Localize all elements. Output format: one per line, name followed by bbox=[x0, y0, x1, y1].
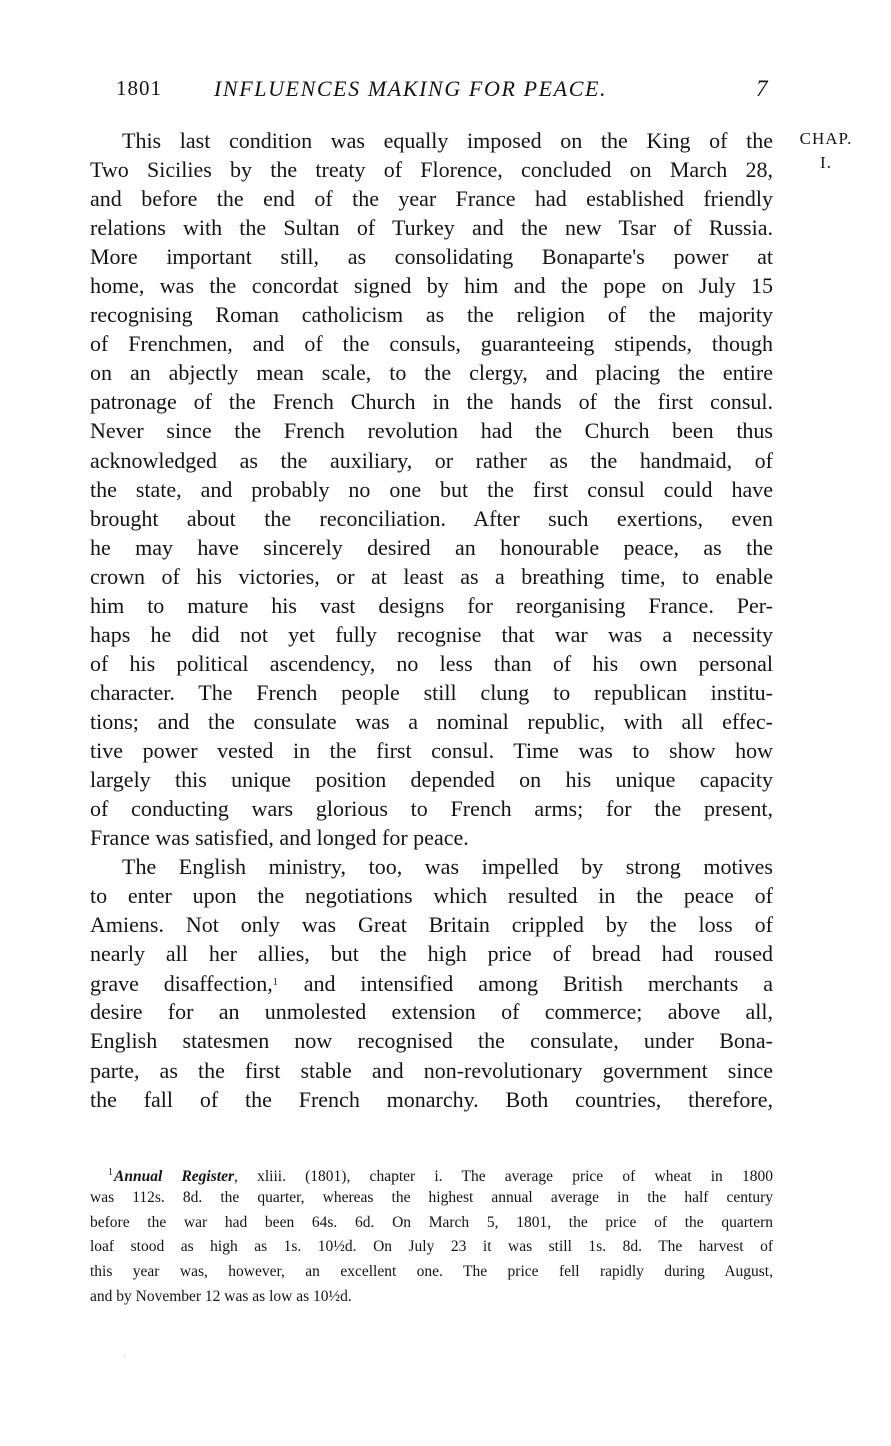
body-line-end: and intensified among British merchants a bbox=[278, 971, 773, 997]
body-line: More important still, as consolidating Bonaparte's power at bbox=[90, 244, 773, 270]
body-line-with-footnote bbox=[90, 968, 773, 997]
footnote-mark: 1 bbox=[108, 1167, 113, 1178]
body-line: crown of his victories, or at least as a breathing time, to enable bbox=[90, 563, 773, 589]
chapter-margin-note bbox=[786, 127, 866, 175]
body-line: of conducting wars glorious to French arms; for the present, bbox=[90, 796, 773, 822]
body-line: him to mature his vast designs for reorganising France. Per- bbox=[90, 592, 773, 618]
body-line: brought about the reconciliation. After such exertions, even bbox=[90, 505, 773, 531]
running-header bbox=[0, 76, 891, 106]
footnote-reference: 1 bbox=[272, 977, 278, 989]
body-line: This last condition was equally imposed on the King of the bbox=[122, 128, 773, 153]
body-line: he may have sincerely desired an honourable peace, as the bbox=[90, 534, 773, 560]
body-line: relations with the Sultan of Turkey and the new Tsar of Russia. bbox=[90, 215, 773, 241]
chapter-label: CHAP. bbox=[799, 129, 853, 148]
chapter-number: I. bbox=[820, 153, 832, 172]
body-line: of his political ascendency, no less than of his own personal bbox=[90, 650, 773, 676]
footnote-line: loaf stood as high as 1s. 10½d. On July 23 it was still 1s. 8d. The harvest of bbox=[90, 1238, 773, 1256]
body-line: nearly all her allies, but the high price of bread had roused bbox=[90, 941, 773, 967]
header-title: INFLUENCES MAKING FOR PEACE. bbox=[214, 76, 608, 101]
body-line: English statesmen now recognised the consulate, under Bona- bbox=[90, 1028, 773, 1054]
body-line: Amiens. Not only was Great Britain crippled by the loss of bbox=[90, 912, 773, 938]
body-line: haps he did not yet fully recognise that war was a necessity bbox=[90, 621, 773, 647]
footnote-block bbox=[90, 1161, 773, 1310]
body-line: Never since the French revolution had the Church been thus bbox=[90, 418, 773, 444]
footnote-source-title: Annual Register bbox=[114, 1168, 234, 1185]
body-line: parte, as the first stable and non-revolutionary government since bbox=[90, 1057, 773, 1083]
body-line: patronage of the French Church in the hands of the first consul. bbox=[90, 389, 773, 415]
body-line: to enter upon the negotiations which resulted in the peace of bbox=[90, 883, 773, 909]
body-line: Two Sicilies by the treaty of Florence, concluded on March 28, bbox=[90, 157, 773, 183]
body-line: acknowledged as the auxiliary, or rather as the handmaid, of bbox=[90, 447, 773, 473]
page-number: 7 bbox=[756, 76, 768, 101]
body-line: France was satisfied, and longed for peace. bbox=[90, 825, 469, 851]
body-line: tive power vested in the first consul. Time was to show how bbox=[90, 737, 773, 763]
body-line: the fall of the French monarchy. Both countries, therefore, bbox=[90, 1086, 773, 1112]
body-line: desire for an unmolested extension of commerce; above all, bbox=[90, 999, 773, 1025]
body-line: largely this unique position depended on his unique capacity bbox=[90, 767, 773, 793]
footnote-line bbox=[90, 1161, 773, 1186]
header-year: 1801 bbox=[116, 76, 162, 100]
body-text bbox=[90, 126, 773, 1114]
scan-speck bbox=[124, 1355, 125, 1356]
footnote-line: was 112s. 8d. the quarter, whereas the highest annual average in the half century bbox=[90, 1188, 773, 1206]
body-line-start: grave disaffection, bbox=[90, 971, 273, 997]
footnote-line-rest: , xliii. (1801), chapter i. The average price of wheat in 1800 bbox=[234, 1168, 773, 1185]
body-line: and before the end of the year France had established friendly bbox=[90, 186, 773, 212]
body-line: tions; and the consulate was a nominal republic, with all effec- bbox=[90, 708, 773, 734]
body-line: recognising Roman catholicism as the religion of the majority bbox=[90, 302, 773, 328]
footnote-line: before the war had been 64s. 6d. On March 5, 1801, the price of the quartern bbox=[90, 1213, 773, 1231]
body-line: home, was the concordat signed by him and the pope on July 15 bbox=[90, 273, 773, 299]
footnote-line: and by November 12 was as low as 10½d. bbox=[90, 1287, 352, 1305]
body-line: the state, and probably no one but the first consul could have bbox=[90, 476, 773, 502]
body-line: The English ministry, too, was impelled by strong motives bbox=[122, 854, 773, 880]
footnote-line: this year was, however, an excellent one. The price fell rapidly during August, bbox=[90, 1263, 773, 1281]
body-line: of Frenchmen, and of the consuls, guaranteeing stipends, though bbox=[90, 331, 773, 357]
body-line: on an abjectly mean scale, to the clergy, and placing the entire bbox=[90, 360, 773, 386]
body-line: character. The French people still clung to republican institu- bbox=[90, 679, 773, 705]
